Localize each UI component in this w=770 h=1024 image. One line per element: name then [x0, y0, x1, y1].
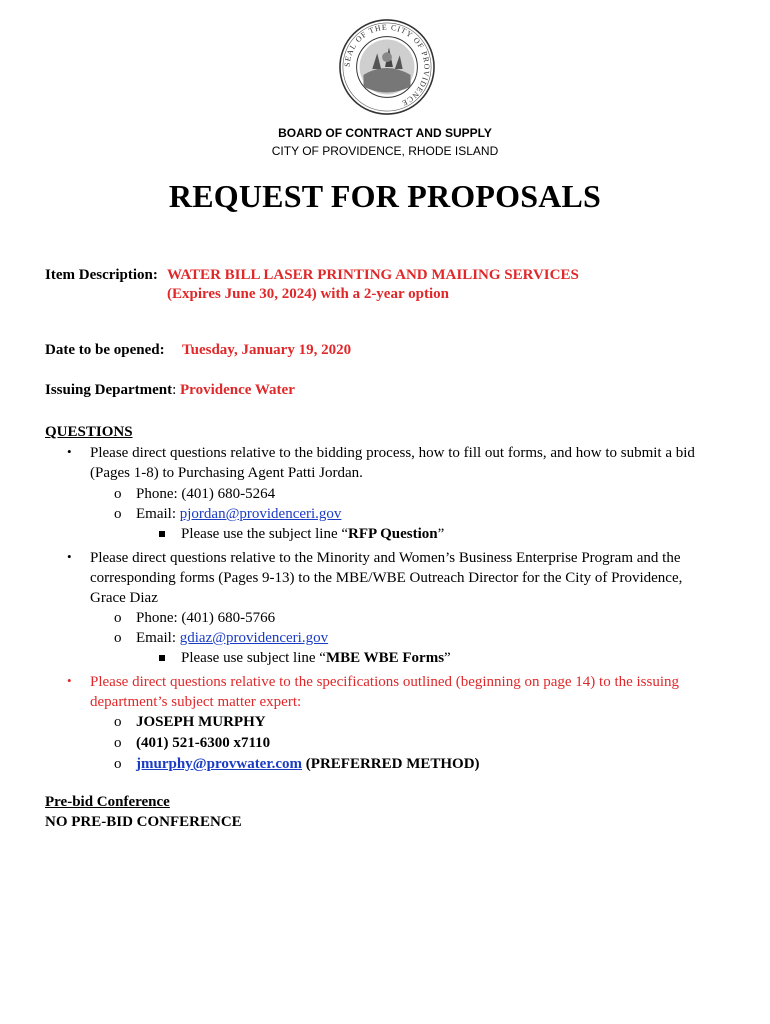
- q2-line2: corresponding forms (Pages 9-13) to the MBE/WBE Outreach Director for the City of Providence,: [90, 570, 683, 586]
- sub-bullet-icon: o: [114, 610, 122, 626]
- department-label: Issuing Department: [45, 382, 173, 398]
- bullet-icon: •: [67, 673, 72, 688]
- questions-heading: QUESTIONS: [45, 424, 133, 440]
- q2-subject-post: ”: [444, 650, 451, 666]
- prebid-heading: Pre-bid Conference: [45, 794, 170, 810]
- city-name: CITY OF PROVIDENCE, RHODE ISLAND: [271, 144, 499, 158]
- date-label: Date to be opened:: [45, 342, 165, 358]
- sub-bullet-icon: o: [114, 714, 122, 730]
- bullet-icon: •: [67, 444, 72, 459]
- q2-email-link[interactable]: gdiaz@providenceri.gov: [179, 630, 329, 646]
- square-bullet-icon: [159, 531, 165, 537]
- q1-phone: Phone: (401) 680-5264: [136, 486, 276, 502]
- q1-line2: (Pages 1-8) to Purchasing Agent Patti Jordan.: [90, 465, 363, 481]
- sub-bullet-icon: o: [114, 735, 122, 751]
- department-line: [45, 380, 295, 400]
- q2-subject-pre: Please use subject line “: [181, 650, 326, 666]
- date-value: Tuesday, January 19, 2020: [182, 342, 352, 358]
- q2-subject-line: [181, 648, 451, 668]
- q1-email-line: [136, 504, 341, 524]
- item-description-line1: WATER BILL LASER PRINTING AND MAILING SERVICES: [167, 267, 579, 283]
- q3-email-line: [136, 754, 480, 774]
- sub-bullet-icon: o: [114, 486, 122, 502]
- q1-email-label: Email:: [136, 506, 180, 522]
- q3-email-note: (PREFERRED METHOD): [302, 756, 480, 772]
- q2-email-line: [136, 628, 328, 648]
- q3-name: JOSEPH MURPHY: [136, 714, 266, 730]
- q2-subject-bold: MBE WBE Forms: [325, 650, 445, 666]
- q1-subject-bold: RFP Question: [348, 526, 438, 542]
- q1-subject-post: ”: [437, 526, 445, 542]
- q3-line2: department’s subject matter expert:: [90, 694, 302, 710]
- q3-line1: Please direct questions relative to the specifications outlined (beginning on page 14) to the issuing: [90, 674, 680, 690]
- city-seal-icon: [338, 18, 436, 116]
- q2-phone: Phone: (401) 680-5766: [136, 610, 276, 626]
- item-description-line2: (Expires June 30, 2024) with a 2-year option: [167, 286, 449, 302]
- q3-email-link[interactable]: jmurphy@provwater.com: [136, 756, 303, 772]
- q1-email-link[interactable]: pjordan@providenceri.gov: [179, 506, 342, 522]
- department-separator: :: [172, 382, 177, 398]
- org-name: BOARD OF CONTRACT AND SUPPLY: [278, 126, 492, 140]
- sub-bullet-icon: o: [114, 756, 122, 772]
- sub-bullet-icon: o: [114, 506, 122, 522]
- page-title: REQUEST FOR PROPOSALS: [168, 178, 602, 214]
- bullet-icon: •: [67, 549, 72, 564]
- seal-text: SEAL OF THE CITY OF PROVIDENCE: [342, 22, 432, 109]
- q1-subject-pre: Please use the subject line “: [181, 526, 349, 542]
- department-value: Providence Water: [180, 382, 295, 398]
- item-description-label: Item Description:: [45, 267, 158, 283]
- q3-phone: (401) 521-6300 x7110: [136, 735, 271, 751]
- q2-line1: Please direct questions relative to the Minority and Women’s Business Enterprise Program and the: [90, 550, 681, 566]
- q2-email-label: Email:: [136, 630, 180, 646]
- q1-subject-line: [181, 524, 444, 544]
- square-bullet-icon: [159, 655, 165, 661]
- q1-line1: Please direct questions relative to the bidding process, how to fill out forms, and how to submit a bid: [90, 445, 695, 461]
- prebid-value: NO PRE-BID CONFERENCE: [45, 814, 242, 830]
- sub-bullet-icon: o: [114, 630, 122, 646]
- q2-line3: Grace Diaz: [90, 590, 158, 606]
